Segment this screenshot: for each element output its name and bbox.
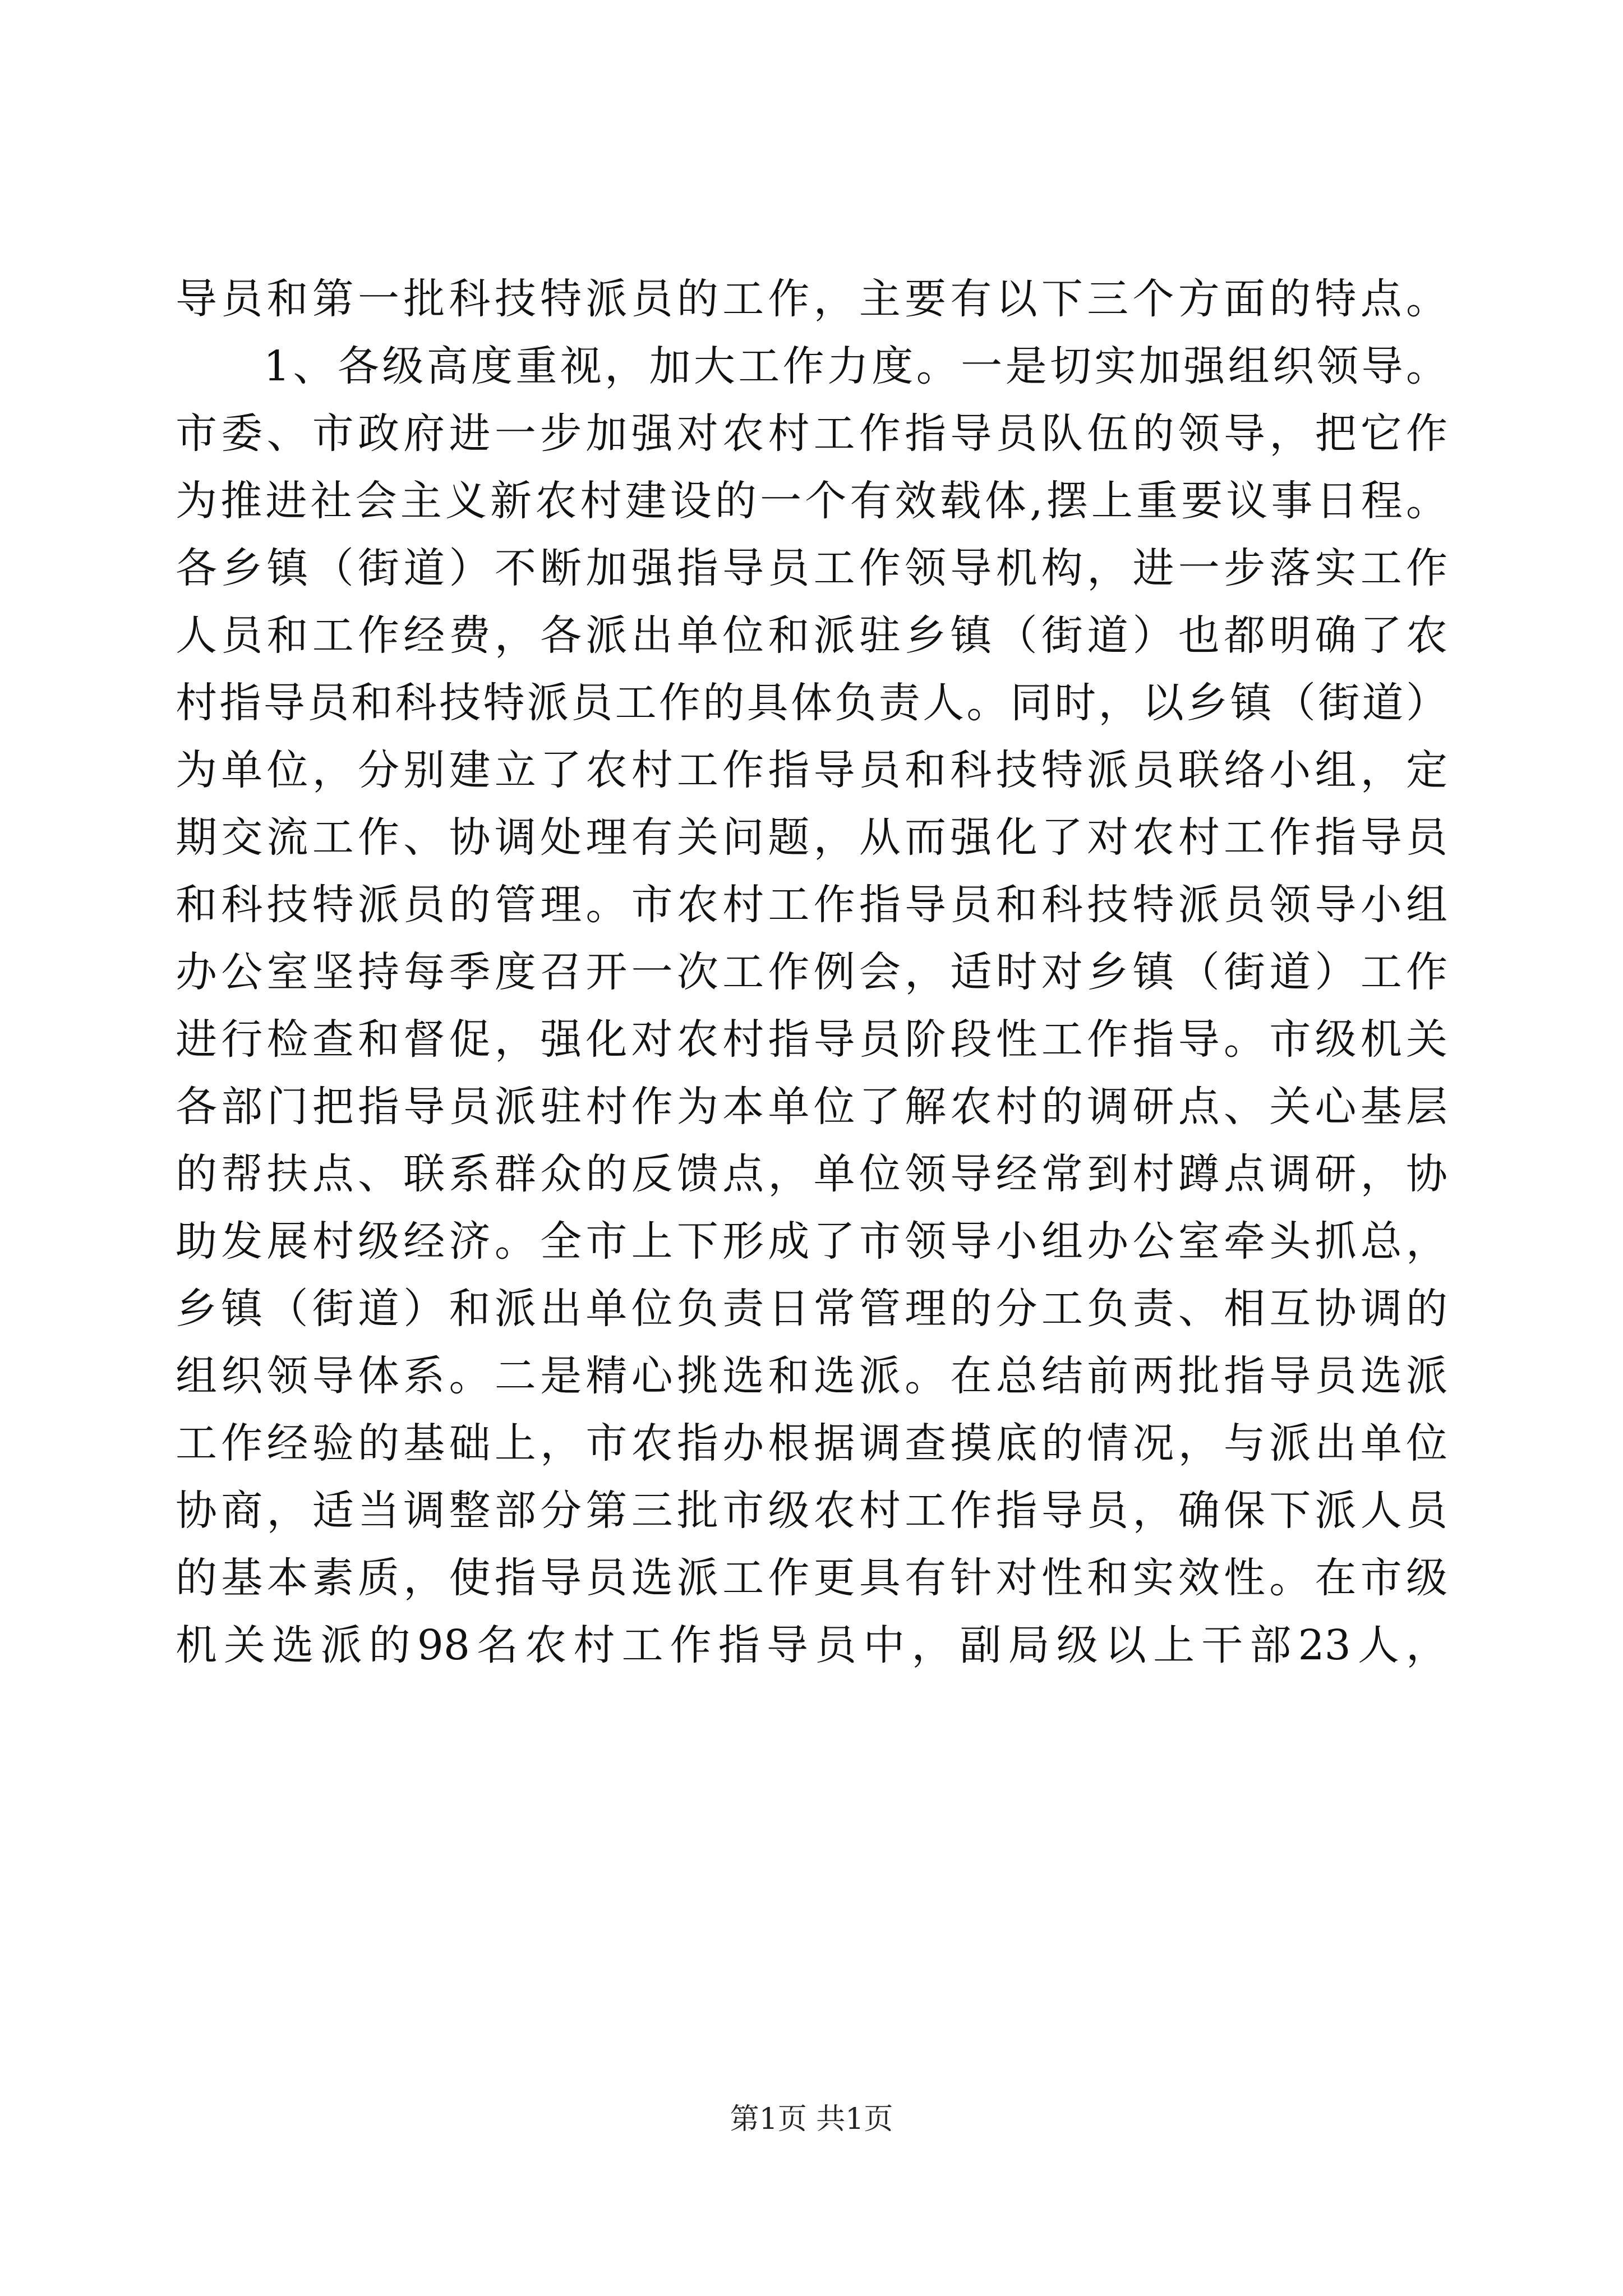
text-line-10: 和科技特派员的管理。市农村工作指导员和科技特派员领导小组: [176, 881, 1447, 929]
text-line-15: 助发展村级经济。全市上下形成了市领导小组办公室牵头抓总，: [176, 1217, 1447, 1266]
text-line-1: 导员和第一批科技特派员的工作，主要有以下三个方面的特点。: [176, 275, 1447, 323]
text-line-2: 1、各级高度重视，加大工作力度。一是切实加强组织领导。: [264, 342, 1447, 390]
text-line-6: 人员和工作经费，各派出单位和派驻乡镇（街道）也都明确了农: [176, 611, 1447, 660]
text-line-17: 组织领导体系。二是精心挑选和选派。在总结前两批指导员选派: [176, 1352, 1447, 1400]
text-line-12: 进行检查和督促，强化对农村指导员阶段性工作指导。市级机关: [176, 1015, 1447, 1064]
text-line-9: 期交流工作、协调处理有关问题，从而强化了对农村工作指导员: [176, 813, 1447, 862]
text-line-20: 的基本素质，使指导员选派工作更具有针对性和实效性。在市级: [176, 1554, 1447, 1602]
text-line-4: 为推进社会主义新农村建设的一个有效载体,摆上重要议事日程。: [176, 477, 1447, 525]
text-line-7: 村指导员和科技特派员工作的具体负责人。同时，以乡镇（街道）: [176, 679, 1447, 727]
text-line-11: 办公室坚持每季度召开一次工作例会，适时对乡镇（街道）工作: [176, 948, 1447, 996]
text-line-5: 各乡镇（街道）不断加强指导员工作领导机构，进一步落实工作: [176, 544, 1447, 592]
text-line-14: 的帮扶点、联系群众的反馈点，单位领导经常到村蹲点调研，协: [176, 1150, 1447, 1198]
text-line-8: 为单位，分别建立了农村工作指导员和科技特派员联络小组，定: [176, 746, 1447, 794]
text-line-3: 市委、市政府进一步加强对农村工作指导员队伍的领导，把它作: [176, 409, 1447, 458]
text-line-19: 协商，适当调整部分第三批市级农村工作指导员，确保下派人员: [176, 1487, 1447, 1535]
page-footer: 第1页 共1页: [730, 2102, 893, 2136]
text-line-13: 各部门把指导员派驻村作为本单位了解农村的调研点、关心基层: [176, 1083, 1447, 1131]
text-line-18: 工作经验的基础上，市农指办根据调查摸底的情况，与派出单位: [176, 1419, 1447, 1467]
text-line-21: 机关选派的98名农村工作指导员中，副局级以上干部23人，: [176, 1621, 1447, 1669]
text-line-16: 乡镇（街道）和派出单位负责日常管理的分工负责、相互协调的: [176, 1285, 1447, 1333]
